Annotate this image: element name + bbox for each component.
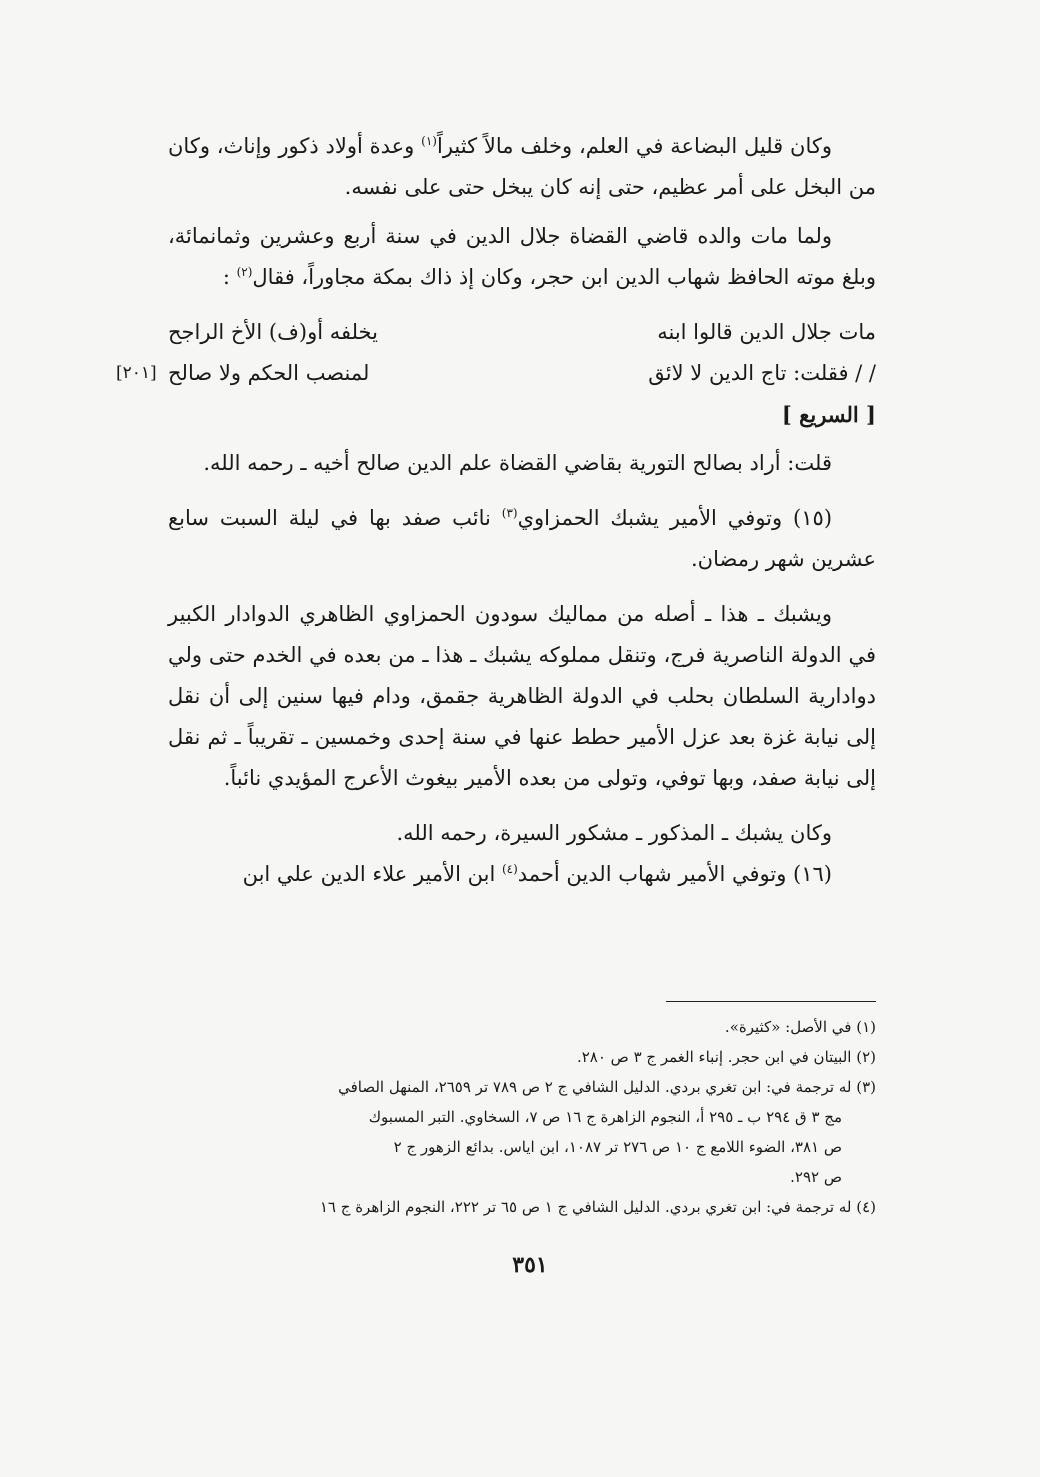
paragraph-5: ويشبك ـ هذا ـ أصله من مماليك سودون الحمزاوي الظاهري الدوادار الكبير في الدولة الناصرية فرج، وتنقل مملوكه يشبك ـ هذا ـ من بعده في الخدم حتى ولي دوادارية السلطان بحلب في الدولة الظاهرية جقمق، ودام فيها سنين إلى أن نقل إلى نيابة غزة بعد عزل الأمير حطط عنها في سنة إحدى وخمسين ـ تقريباً ـ ثم نقل إلى نيابة صفد، وبها توفي، وتولى من بعده الأمير بيغوث الأعرج المؤيدي نائباً. xyxy=(168,602,876,790)
poem-hemistich-2b: لمنصب الحكم ولا صالح xyxy=(168,361,370,385)
poem-meter: [ السريع ] xyxy=(781,402,876,427)
footnote-ref-3[interactable]: (٣) xyxy=(501,506,518,520)
poem-verse-1 xyxy=(168,312,876,353)
paragraph-3: قلت: أراد بصالح التورية بقاضي القضاة علم الدين صالح أخيه ـ رحمه الله. xyxy=(203,451,832,475)
poem-hemistich-1a: مات جلال الدين قالوا ابنه xyxy=(657,320,876,344)
footnote-3: (٣) له ترجمة في: ابن تغري بردي. الدليل الشافي ج ٢ ص ٧٨٩ تر ٢٦٥٩، المنهل الصافي xyxy=(338,1078,876,1096)
paragraph-2: ولما مات والده قاضي القضاة جلال الدين في سنة أربع وعشرين وثمانمائة، وبلغ موته الحافظ شهاب الدين ابن حجر، وكان إذ ذاك بمكة مجاوراً، فقال$^{(٢)}$ : xyxy=(168,224,876,289)
poem-hemistich-1b: يخلفه أو(ف) الأخ الراجح xyxy=(168,320,378,344)
footnote-3-cont-2: ص ٣٨١، الضوء اللامع ج ١٠ ص ٢٧٦ تر ١٠٨٧، ابن اياس. بدائع الزهور ج ٢ xyxy=(393,1138,842,1156)
footnote-4: (٤) له ترجمة في: ابن تغري بردي. الدليل الشافي ج ١ ص ٦٥ تر ٢٢٢، النجوم الزاهرة ج ١٦ xyxy=(319,1198,876,1216)
paragraph-4: (١٥) وتوفي الأمير يشبك الحمزاوي$^{(٣)}$ نائب صفد بها في ليلة السبت سابع عشرين شهر رمضان. xyxy=(168,506,876,571)
footnote-3-cont-3: ص ٢٩٢. xyxy=(790,1168,842,1186)
footnote-divider xyxy=(666,1001,876,1002)
main-text xyxy=(116,126,876,895)
poem xyxy=(116,312,876,435)
footnote-2: (٢) البيتان في ابن حجر. إنباء الغمر ج ٣ ص ٢٨٠. xyxy=(576,1048,876,1066)
footnote-3-cont-1: مج ٣ ق ٢٩٤ ب ـ ٢٩٥ أ، النجوم الزاهرة ج ١٦ ص ٧، السخاوي. التبر المسبوك xyxy=(368,1108,842,1126)
footnotes xyxy=(184,1012,876,1222)
paragraph-1: وكان قليل البضاعة في العلم، وخلف مالاً كثيراً$^{(١)}$ وعدة أولاد ذكور وإناث، وكان من البخل على أمر عظيم، حتى إنه كان يبخل حتى على نفسه. xyxy=(168,134,876,199)
poem-hemistich-2a: / / فقلت: تاج الدين لا لائق xyxy=(648,361,876,385)
manuscript-folio-ref: [٢٠١] xyxy=(116,363,157,383)
paragraph-6: وكان يشبك ـ المذكور ـ مشكور السيرة، رحمه الله. xyxy=(396,821,832,845)
paragraph-7: (١٦) وتوفي الأمير شهاب الدين أحمد$^{(٤)}$ ابن الأمير علاء الدين علي ابن xyxy=(242,862,832,886)
footnote-ref-4[interactable]: (٤) xyxy=(501,862,518,876)
footnote-ref-1[interactable]: (١) xyxy=(421,134,437,148)
poem-verse-2 xyxy=(168,353,876,394)
footnote-1: (١) في الأصل: «كثيرة». xyxy=(724,1018,876,1036)
footnote-ref-2[interactable]: (٢) xyxy=(236,265,253,279)
page-number: ٣٥١ xyxy=(512,1252,548,1278)
